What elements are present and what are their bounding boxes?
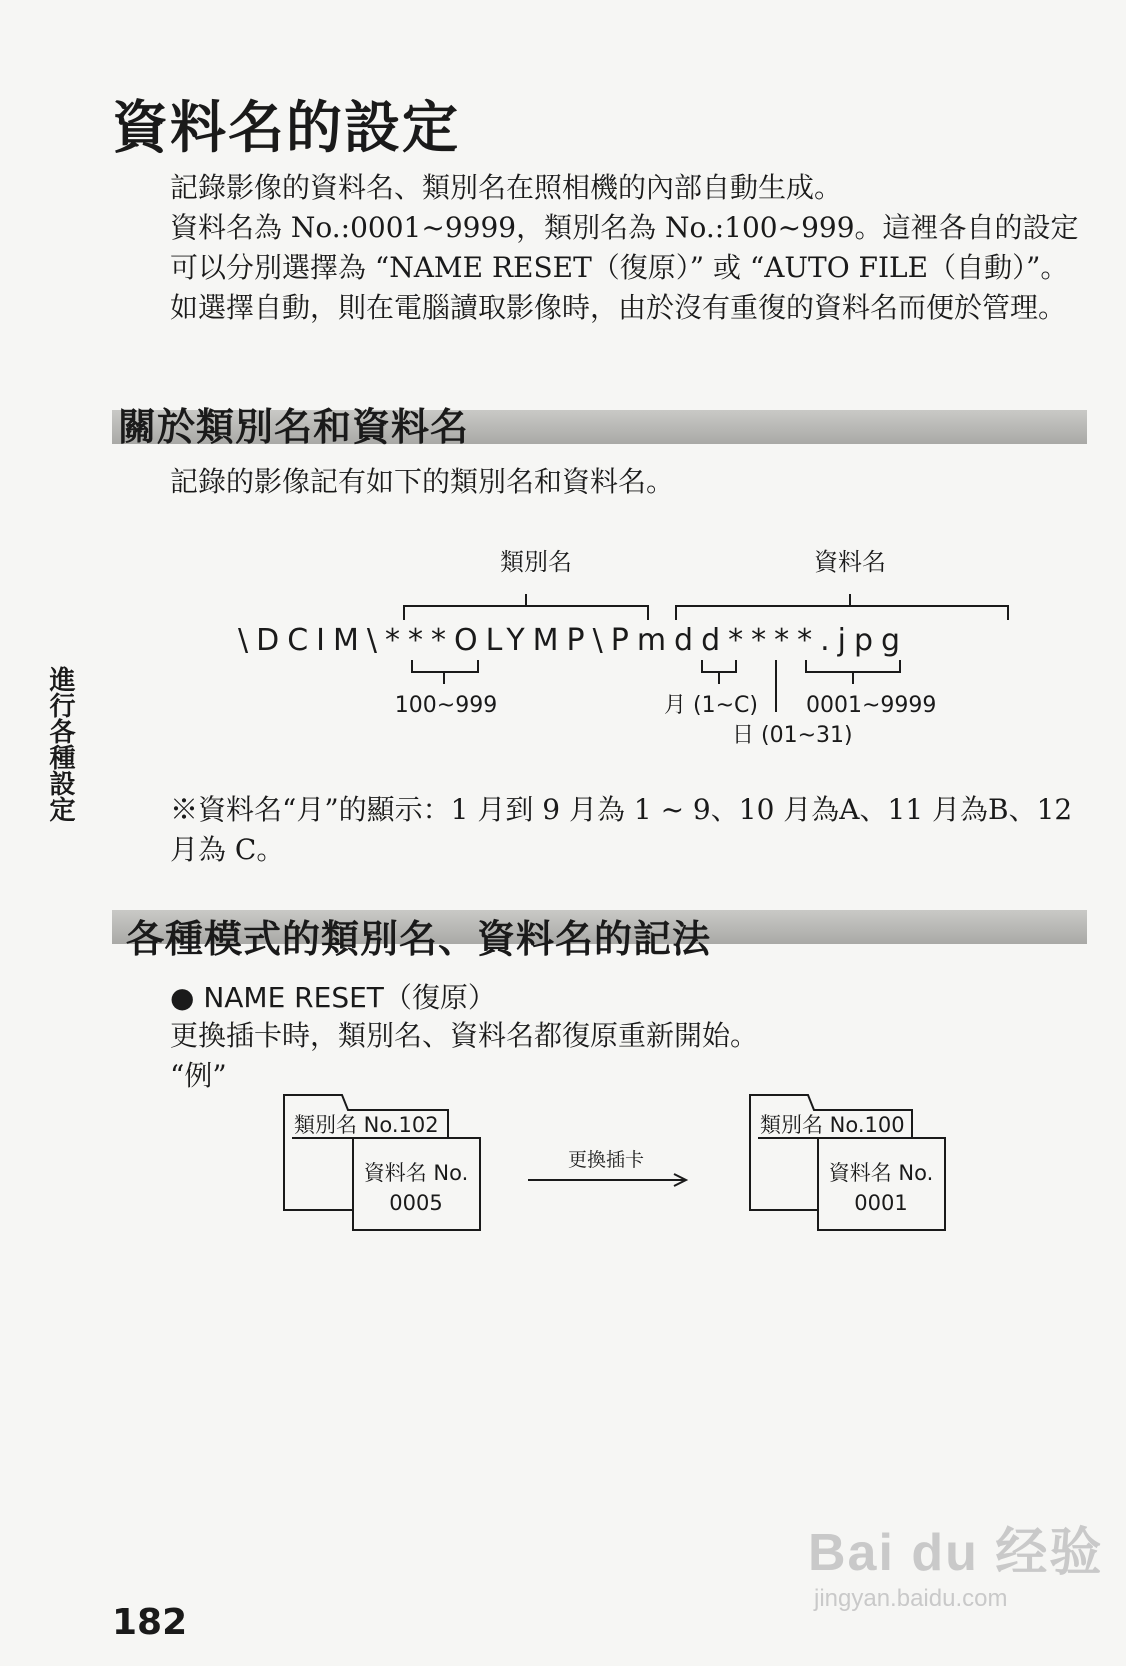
month-note: ※資料名“月”的顯示：1 月到 9 月為 1 ~ 9、10 月為A、11 月為B、12 月為 C。	[170, 793, 1073, 866]
category-range: 100~999	[394, 693, 498, 718]
section-text: 記錄的影像記有如下的類別名和資料名。	[170, 465, 675, 498]
file-label: 資料名	[814, 548, 886, 576]
month-label: 月 (1~C)	[664, 693, 758, 718]
file-path: \DCIM\***OLYMP\Pmdd****.jpg	[238, 623, 909, 658]
watermark-url: jingyan.baidu.com	[814, 1585, 1008, 1612]
folder-before-label: 類別名 No.102	[294, 1113, 439, 1137]
arrow-label: 更換插卡	[567, 1149, 645, 1171]
page-number: 182	[112, 1602, 188, 1643]
category-label: 類別名	[500, 548, 572, 576]
watermark-logo: Bai du 经验	[808, 1524, 1104, 1582]
day-label: 日 (01~31)	[732, 723, 853, 748]
file-after-number: 0001	[854, 1191, 908, 1215]
baidu-watermark	[808, 1510, 1103, 1613]
file-range: 0001~9999	[806, 693, 937, 718]
file-after-label: 資料名 No.	[828, 1161, 934, 1185]
file-before-label: 資料名 No.	[363, 1161, 469, 1185]
mode-description: 更換插卡時，類別名、資料名都復原重新開始。	[170, 1019, 759, 1052]
section-heading-notation: 各種模式的類別名、資料名的記法	[126, 917, 712, 961]
folder-after-label: 類別名 No.100	[760, 1113, 905, 1137]
intro-line: 記錄影像的資料名、類別名在照相機的內部自動生成。	[170, 171, 843, 204]
page-title: 資料名的設定	[112, 96, 460, 161]
section-heading-category-and-file: 關於類別名和資料名	[118, 405, 470, 449]
file-before-number: 0005	[389, 1191, 443, 1215]
example-label: “例”	[170, 1059, 227, 1092]
intro-line: 資料名為 No.:0001~9999，類別名為 No.:100~999。這裡各自的設定可以分別選擇為 “NAME RESET（復原）” 或 “AUTO FILE（自動）”。	[170, 211, 1079, 284]
mode-title: ● NAME RESET（復原）	[170, 981, 496, 1014]
chapter-side-label: 進行各種設定	[45, 666, 75, 822]
intro-line: 如選擇自動，則在電腦讀取影像時，由於沒有重復的資料名而便於管理。	[170, 291, 1067, 324]
